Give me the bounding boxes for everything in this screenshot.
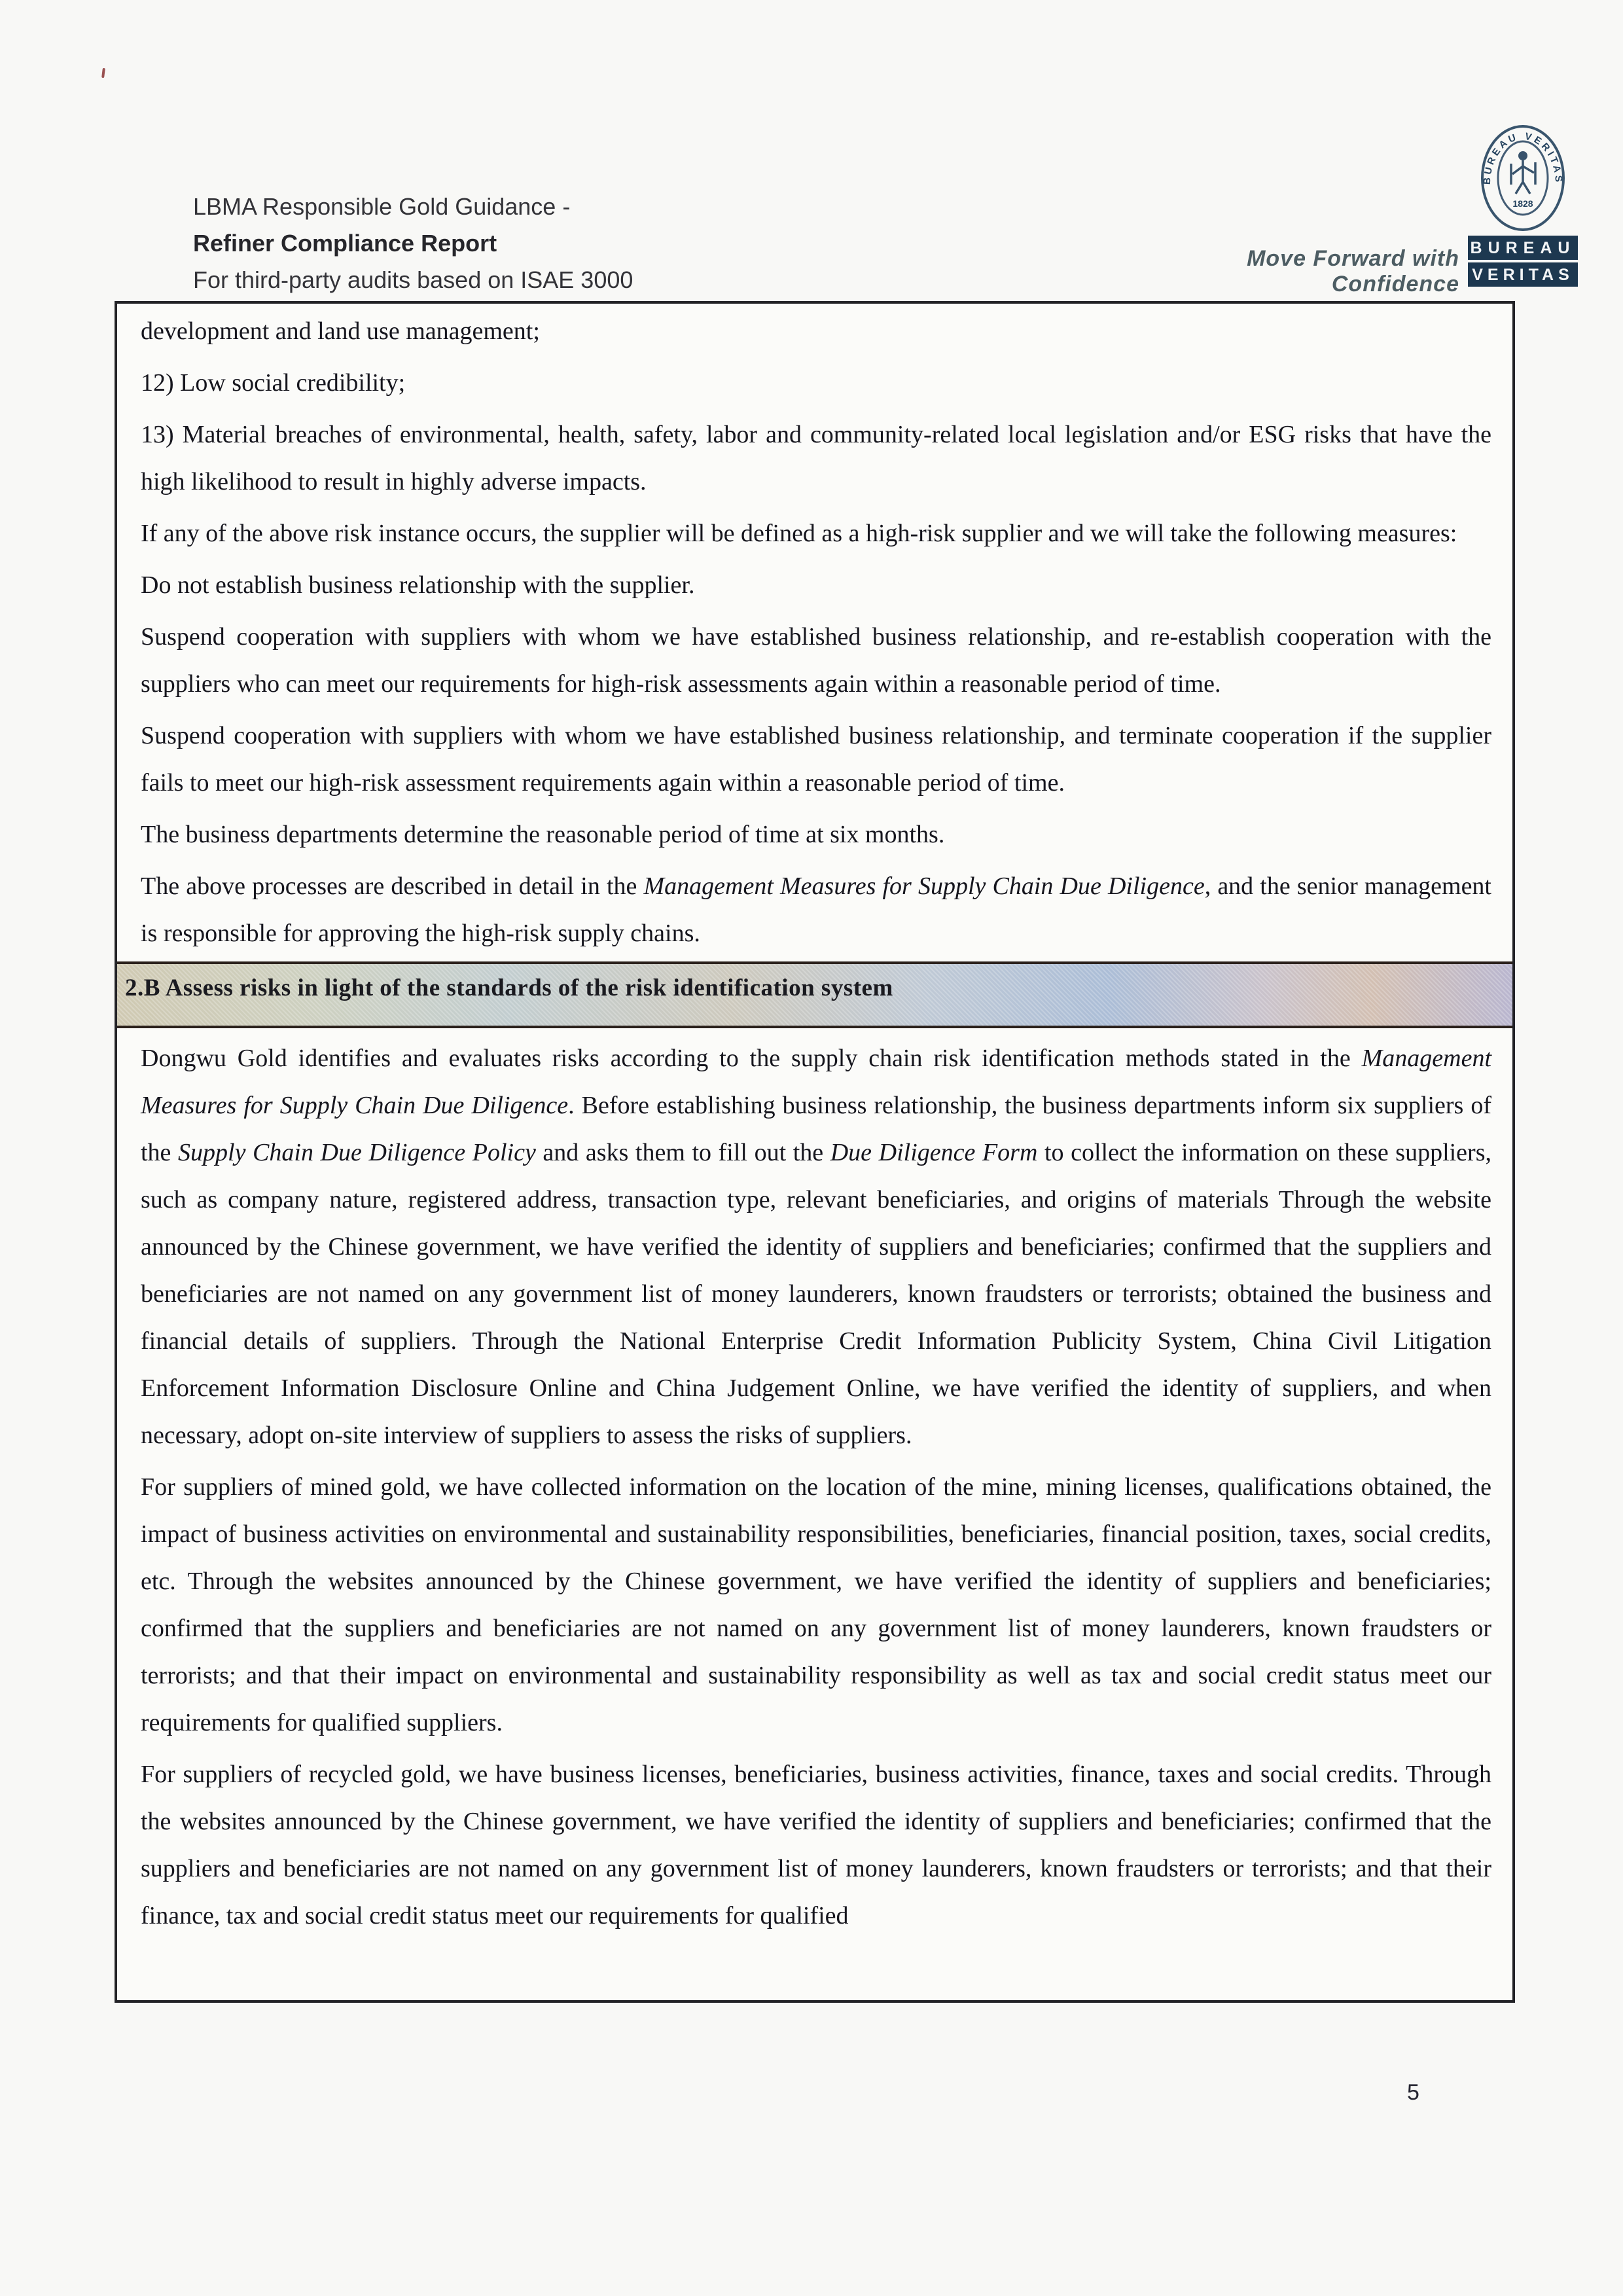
paragraph-text: development and land use management; (141, 317, 540, 345)
paragraph (141, 510, 1491, 557)
bureau-veritas-logo-icon (1468, 124, 1578, 289)
brand-tagline: Move Forward with Confidence (1247, 246, 1459, 296)
section-header-title: 2.B Assess risks in light of the standards of the risk identification system (125, 975, 893, 1001)
report-body-box (115, 301, 1515, 2003)
medallion-ring-text: BUREAU VERITAS (1481, 130, 1565, 185)
paragraph-text: The above processes are described in detail in the (141, 872, 644, 900)
paragraph (141, 308, 1491, 355)
paragraph (141, 613, 1491, 708)
paragraph-text: If any of the above risk instance occurs, the supplier will be defined as a high-risk supplier and we will take the following measures: (141, 520, 1457, 547)
paragraph-text: For suppliers of mined gold, we have collected information on the location of the mine, mining licenses, qualifications obtained, the impact of business activities on environmental and sustainability responsibilities, beneficiaries, financial position, taxes, social credits, etc. Through the websites announced by the Chinese government, we have verified the identity of suppliers and beneficiaries; confirmed that the suppliers and beneficiaries are not named on any government list of money launderers, known fraudsters or terrorists; and that their impact on environmental and sustainability responsibility as well as tax and social credit status meet our requirements for qualified suppliers. (141, 1473, 1491, 1736)
paragraph (141, 811, 1491, 858)
bureau-veritas-medallion-icon (1468, 124, 1578, 289)
italic-document-title: Supply Chain Due Diligence Policy (178, 1139, 536, 1166)
logo-block-bureau: BUREAU (1470, 239, 1576, 257)
paragraph-text: 12) Low social credibility; (141, 369, 406, 397)
paragraph-text: Suspend cooperation with suppliers with whom we have established business relationship, and re-establish cooperation with the suppliers who can meet our requirements for high-risk assessments again within a reasonable period of time. (141, 623, 1491, 698)
italic-document-title: Management Measures for Supply Chain Due Diligence (141, 1045, 1491, 1119)
scan-artifact (101, 68, 105, 78)
paragraphs-before-section (141, 308, 1491, 957)
paragraphs-after-section (141, 1035, 1491, 1939)
italic-document-title: Due Diligence Form (830, 1139, 1038, 1166)
paragraph-text: 13) Material breaches of environmental, health, safety, labor and community-related local legislation and/or ESG risks that have the high likelihood to result in highly adverse impacts. (141, 421, 1491, 495)
medallion-year: 1828 (1512, 198, 1533, 209)
paragraph-text: and asks them to fill out the (535, 1139, 830, 1166)
paragraph (141, 1463, 1491, 1746)
paragraph (141, 359, 1491, 406)
paragraph-text: The business departments determine the reasonable period of time at six months. (141, 821, 945, 848)
header-line-audit-basis: For third-party audits based on ISAE 3000 (193, 266, 633, 293)
paragraph (141, 1035, 1491, 1459)
logo-wordmark (1468, 236, 1578, 287)
paragraph-text: . Before establishing business relationship, the business departments inform six suppliers of the (141, 1092, 1491, 1166)
header-line-guidance: LBMA Responsible Gold Guidance - (193, 193, 571, 220)
paragraph-text: to collect the information on these suppliers, such as company nature, registered address, transaction type, relevant beneficiaries, and origins of materials Through the website announced by the Chinese government, we have verified the identity of suppliers and beneficiaries; confirmed that the suppliers and beneficiaries are not named on any government list of money launderers, known fraudsters or terrorists; obtained the business and financial details of suppliers. Through the National Enterprise Credit Information Publicity System, China Civil Litigation Enforcement Information Disclosure Online and China Judgement Online, we have verified the identity of suppliers, and when necessary, adopt on-site interview of suppliers to assess the risks of suppliers. (141, 1139, 1491, 1449)
logo-block-veritas: VERITAS (1472, 266, 1574, 284)
paragraph (141, 712, 1491, 806)
medallion-figure-icon (1511, 151, 1535, 194)
section-header-band (117, 961, 1512, 1028)
paragraph-text: Do not establish business relationship with the supplier. (141, 571, 695, 599)
paragraph (141, 1751, 1491, 1939)
paragraph (141, 562, 1491, 609)
paragraph-text: Dongwu Gold identifies and evaluates risks according to the supply chain risk identification methods stated in the (141, 1045, 1362, 1072)
paragraph-text: For suppliers of recycled gold, we have business licenses, beneficiaries, business activities, finance, taxes and social credits. Through the websites announced by the Chinese government, we have verified the identity of suppliers and beneficiaries; confirmed that the suppliers and beneficiaries are not named on any government list of money launderers, known fraudsters or terrorists; and that their finance, tax and social credit status meet our requirements for qualified (141, 1761, 1491, 1929)
paragraph (141, 411, 1491, 505)
paragraph (141, 863, 1491, 957)
paragraph-text: Suspend cooperation with suppliers with whom we have established business relationship, and terminate cooperation if the supplier fails to meet our high-risk assessment requirements again within a reasonable period of time. (141, 722, 1491, 797)
header-line-report-title: Refiner Compliance Report (193, 230, 497, 257)
italic-document-title: Management Measures for Supply Chain Due Diligence (643, 872, 1205, 900)
page-number: 5 (1407, 2080, 1419, 2105)
document-header (193, 188, 1044, 298)
paragraph-text: , and the senior management is responsible for approving the high-risk supply chains. (141, 872, 1491, 947)
